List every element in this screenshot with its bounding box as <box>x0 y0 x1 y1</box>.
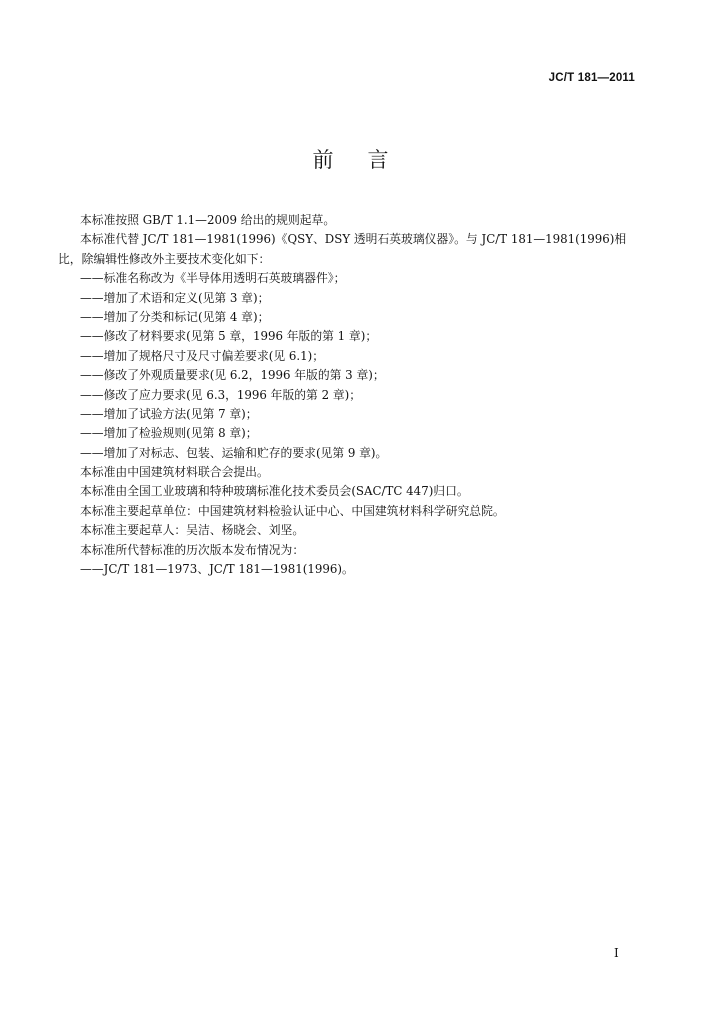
paragraph-line: 本标准由中国建筑材料联合会提出。 <box>80 465 269 480</box>
paragraph-line: 本标准按照 GB/T 1.1—2009 给出的规则起草。 <box>80 213 336 227</box>
paragraph-line: 本标准所代替标准的历次版本发布情况为： <box>80 542 305 557</box>
list-item: ——修改了外观质量要求(见 6.2，1996 年版的第 3 章)； <box>80 368 385 383</box>
list-item: ——增加了试验方法(见第 7 章)； <box>80 406 258 421</box>
section-title: 前言 <box>312 148 423 172</box>
list-item: ——增加了规格尺寸及尺寸偏差要求(见 6.1)； <box>80 348 325 363</box>
list-item: ——增加了分类和标记(见第 4 章)； <box>80 309 270 324</box>
list-item: ——修改了应力要求(见 6.3，1996 年版的第 2 章)； <box>80 387 362 402</box>
foreword-body <box>58 211 638 579</box>
paragraph-line: 本标准由全国工业玻璃和特种玻璃标准化技术委员会(SAC/TC 447)归口。 <box>80 484 469 499</box>
list-item: ——标准名称改为《半导体用透明石英玻璃器件》； <box>80 271 346 286</box>
list-item: ——增加了检验规则(见第 8 章)； <box>80 426 258 441</box>
paragraph-line: 本标准代替 JC/T 181—1981(1996)《QSY、DSY 透明石英玻璃仪器》。与 JC/T 181—1981(1996)相 <box>80 232 627 247</box>
paragraph-line: 本标准主要起草人：吴洁、杨晓会、刘坚。 <box>80 523 305 538</box>
list-item: ——增加了对标志、包装、运输和贮存的要求(见第 9 章)。 <box>80 445 388 460</box>
paragraph-line: 比，除编辑性修改外主要技术变化如下： <box>58 251 271 266</box>
list-item: ——JC/T 181—1973、JC/T 181—1981(1996)。 <box>80 562 354 577</box>
page-number: I <box>614 946 619 960</box>
list-item: ——增加了术语和定义(见第 3 章)； <box>80 290 270 305</box>
list-item: ——修改了材料要求(见第 5 章，1996 年版的第 1 章)； <box>80 329 378 344</box>
standard-code: JC/T 181—2011 <box>548 72 635 84</box>
paragraph-line: 本标准主要起草单位：中国建筑材料检验认证中心、中国建筑材料科学研究总院。 <box>80 503 505 518</box>
